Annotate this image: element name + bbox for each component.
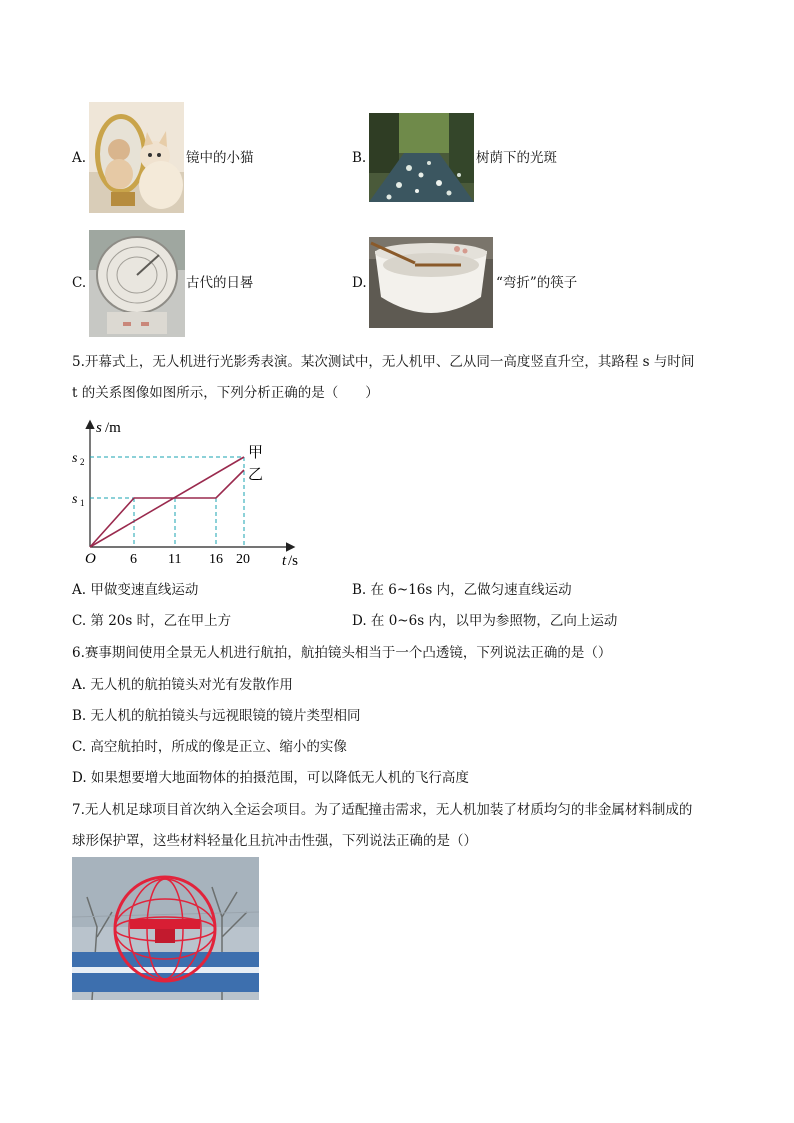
q5-option-b: B. 在 6~16s 内，乙做匀速直线运动 bbox=[352, 582, 572, 598]
q6-option-a: A. 无人机的航拍镜头对光有发散作用 bbox=[72, 677, 293, 693]
sundial-photo bbox=[89, 230, 185, 337]
x-tick-20: 20 bbox=[236, 552, 250, 567]
series-jia-line bbox=[90, 457, 244, 547]
y-axis-unit: /m bbox=[105, 420, 121, 436]
origin-label: O bbox=[85, 551, 96, 567]
series-jia-label: 甲 bbox=[248, 445, 264, 461]
option-d-letter: D. bbox=[352, 275, 367, 291]
q6-option-c: C. 高空航拍时，所成的像是正立、缩小的实像 bbox=[72, 739, 347, 755]
x-tick-6: 6 bbox=[130, 552, 137, 567]
option-c-letter: C. bbox=[72, 275, 87, 291]
x-tick-16: 16 bbox=[209, 552, 223, 567]
q6-stem: 6.赛事期间使用全景无人机进行航拍，航拍镜头相当于一个凸透镜，下列说法正确的是（） bbox=[72, 645, 612, 661]
q5-stem-line2: t 的关系图像如图所示，下列分析正确的是（ ） bbox=[72, 385, 379, 401]
chopsticks-bowl-photo bbox=[369, 237, 493, 328]
drone-football-photo bbox=[72, 857, 259, 1000]
q5-stem-line1: 5.开幕式上，无人机进行光影秀表演。某次测试中，无人机甲、乙从同一高度竖直升空，其路程 s 与时间 bbox=[72, 354, 695, 370]
q5-option-d: D. 在 0~6s 内，以甲为参照物，乙向上运动 bbox=[352, 613, 618, 629]
svg-text:2: 2 bbox=[80, 457, 85, 467]
q7-stem-line2: 球形保护罩，这些材料轻量化且抗冲击性强，下列说法正确的是（） bbox=[72, 833, 477, 849]
q6-option-b: B. 无人机的航拍镜头与远视眼镜的镜片类型相同 bbox=[72, 708, 361, 724]
cat-mirror-photo bbox=[89, 102, 184, 213]
x-axis-unit: /s bbox=[288, 553, 299, 569]
option-b-caption: 树荫下的光斑 bbox=[476, 150, 557, 166]
option-b-letter: B. bbox=[352, 150, 367, 166]
forest-light-spots-photo bbox=[369, 113, 474, 202]
y-axis-label: s bbox=[96, 420, 102, 436]
option-c-caption: 古代的日晷 bbox=[186, 275, 254, 291]
option-a-caption: 镜中的小猫 bbox=[186, 150, 254, 166]
q5-option-a: A. 甲做变速直线运动 bbox=[72, 582, 199, 598]
series-yi-line bbox=[90, 470, 244, 547]
svg-text:1: 1 bbox=[80, 498, 85, 508]
s-t-graph bbox=[68, 412, 308, 572]
q7-stem-line1: 7.无人机足球项目首次纳入全运会项目。为了适配撞击需求，无人机加装了材质均匀的非金属材料制成的 bbox=[72, 802, 693, 818]
x-axis-label: t bbox=[282, 553, 287, 569]
q6-option-d: D. 如果想要增大地面物体的拍摄范围，可以降低无人机的飞行高度 bbox=[72, 770, 469, 786]
q5-option-c: C. 第 20s 时，乙在甲上方 bbox=[72, 613, 232, 629]
y-tick-s2: s bbox=[72, 451, 78, 466]
x-tick-11: 11 bbox=[168, 552, 182, 567]
y-tick-s1: s bbox=[72, 492, 78, 507]
option-a-letter: A. bbox=[72, 150, 87, 166]
option-d-caption: “弯折”的筷子 bbox=[496, 275, 578, 291]
series-yi-label: 乙 bbox=[248, 467, 264, 483]
